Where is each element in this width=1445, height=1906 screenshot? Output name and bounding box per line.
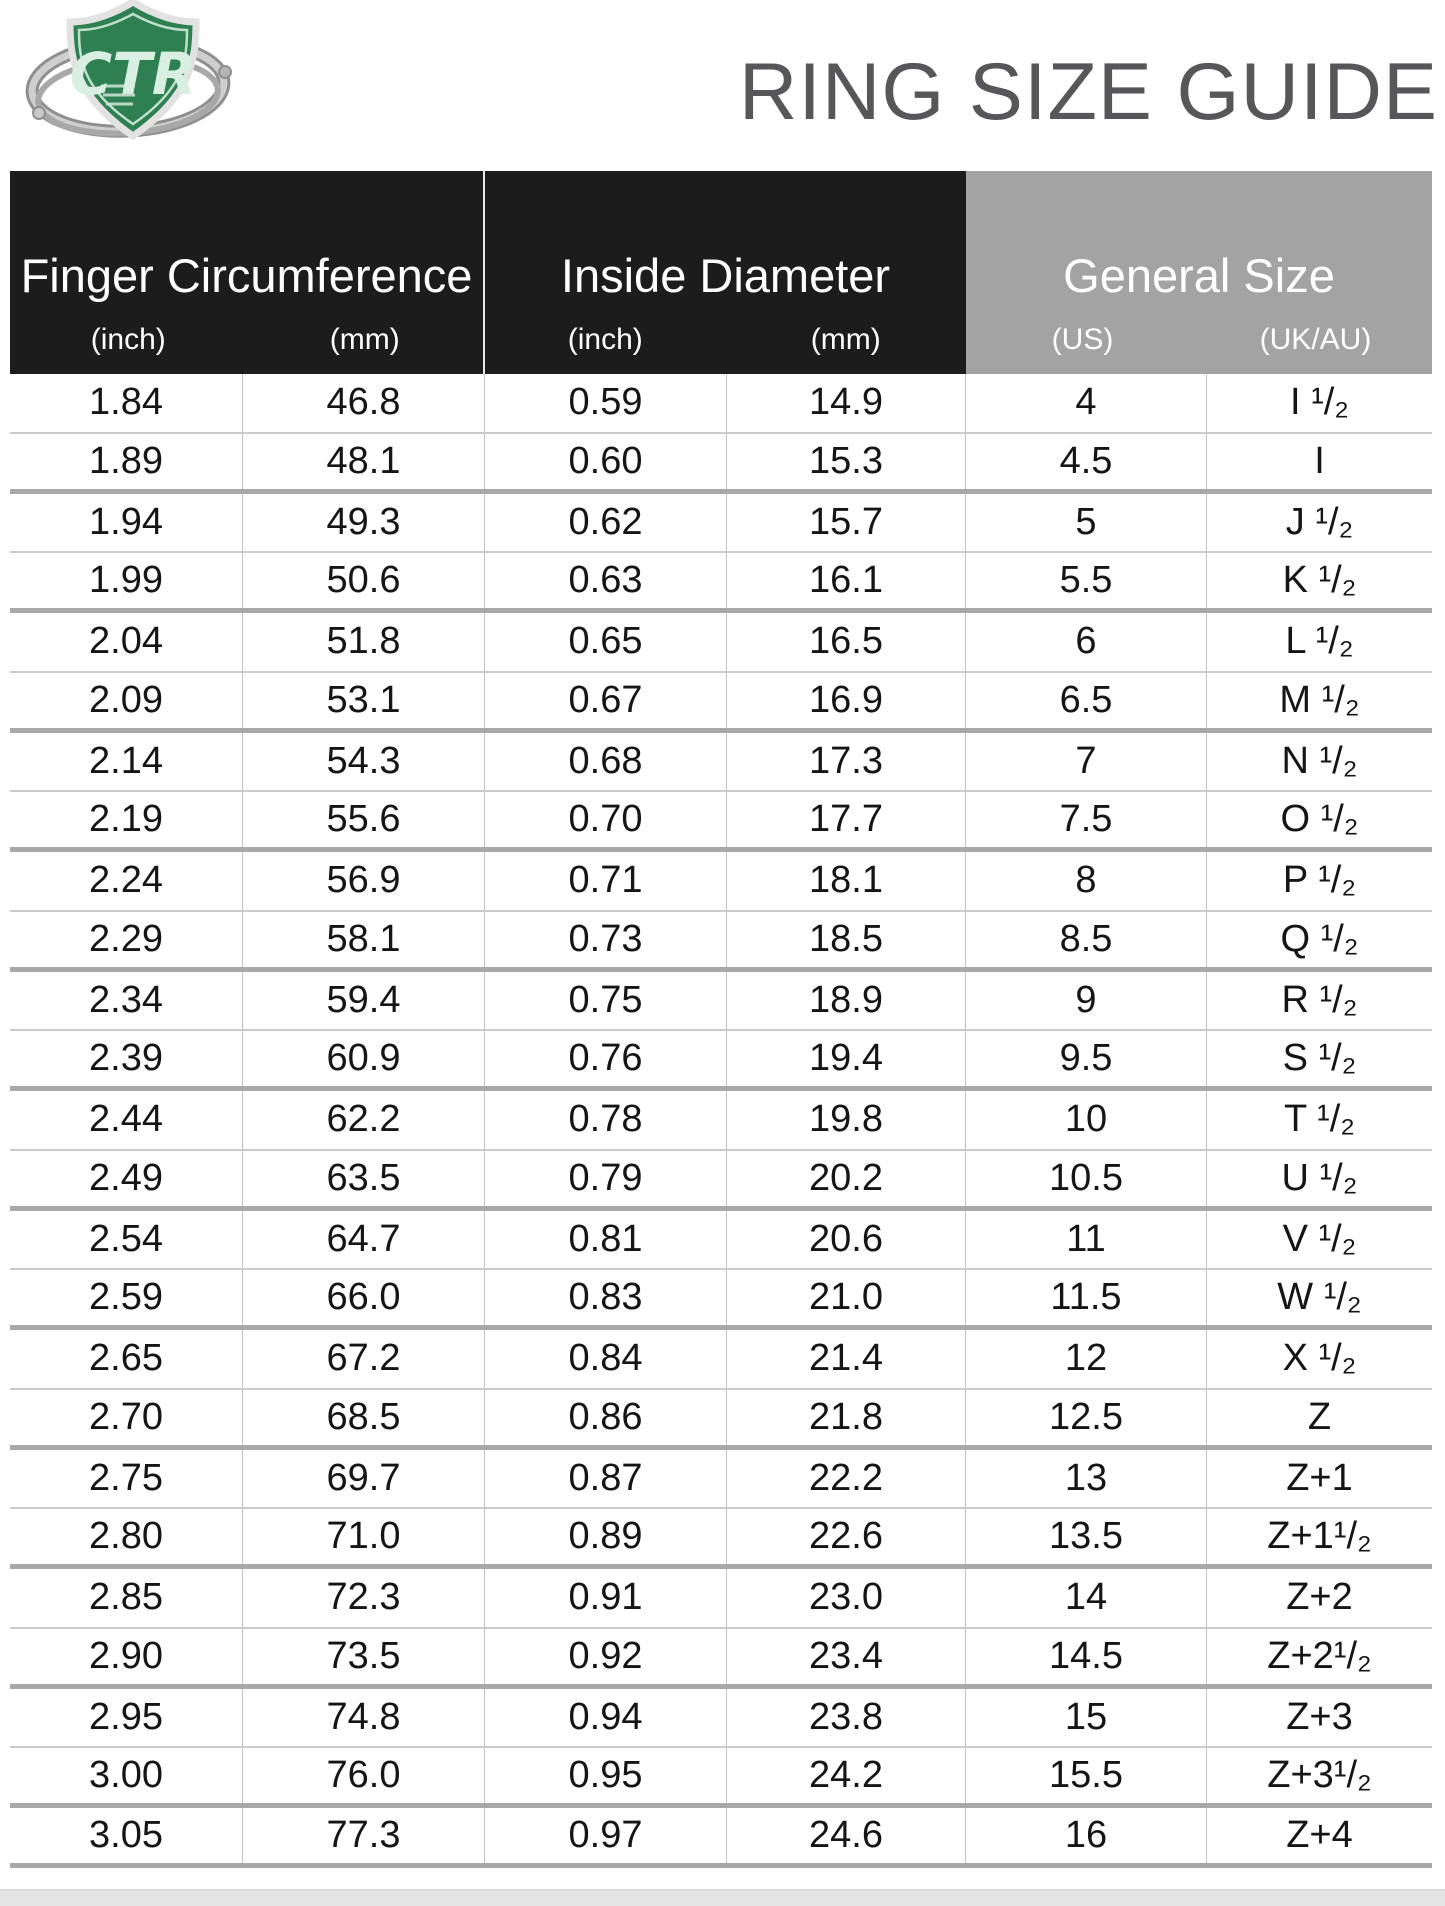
cell: 2.24 [10, 852, 243, 910]
band-end [33, 107, 45, 119]
cell: 14 [966, 1569, 1207, 1627]
cell: 58.1 [243, 912, 485, 967]
cell: 15.7 [727, 494, 966, 552]
cell: K ¹/₂ [1282, 559, 1357, 602]
cell: 5 [966, 494, 1207, 552]
cell: 2.59 [10, 1270, 243, 1325]
table-row [10, 852, 1432, 912]
table-row [10, 374, 1432, 434]
cell: 56.9 [243, 852, 485, 910]
table-row [10, 1629, 1432, 1689]
cell: 2.09 [10, 673, 243, 728]
cell: 62.2 [243, 1091, 485, 1149]
cell: 15.5 [966, 1748, 1207, 1803]
cell: 1.84 [10, 374, 243, 432]
table-row [10, 1748, 1432, 1808]
cell: 19.4 [727, 1031, 966, 1086]
cell: 71.0 [243, 1509, 485, 1564]
cell: P ¹/₂ [1282, 859, 1357, 902]
cell: 69.7 [243, 1450, 485, 1508]
cell: 16.5 [727, 613, 966, 671]
cell: 46.8 [243, 374, 485, 432]
cell: 16.9 [727, 673, 966, 728]
cell: 0.79 [485, 1151, 727, 1206]
cell: 7.5 [966, 792, 1207, 847]
header-label: Inside Diameter [560, 249, 891, 303]
cell: 0.75 [485, 972, 727, 1030]
cell: 54.3 [243, 733, 485, 791]
cell: 9 [966, 972, 1207, 1030]
unit-label: (inch) [567, 322, 643, 356]
cell: Z+2¹/₂ [1267, 1634, 1372, 1677]
cell: 2.95 [10, 1689, 243, 1747]
cell: N ¹/₂ [1281, 739, 1358, 782]
cell: 0.94 [485, 1689, 727, 1747]
cell: 22.2 [727, 1450, 966, 1508]
unit-label: (mm) [329, 322, 400, 356]
table-row [10, 972, 1432, 1032]
cell: I ¹/₂ [1289, 381, 1350, 424]
cell: Z+2 [1286, 1576, 1353, 1619]
table-row [10, 1390, 1432, 1450]
cell: 24.2 [727, 1748, 966, 1803]
table-row [10, 1151, 1432, 1211]
cell: Z+3¹/₂ [1267, 1754, 1372, 1797]
cell: 0.91 [485, 1569, 727, 1627]
cell: 12.5 [966, 1390, 1207, 1445]
cell: 23.0 [727, 1569, 966, 1627]
table-row [10, 792, 1432, 852]
cell: 15.3 [727, 434, 966, 489]
cell: 24.6 [727, 1808, 966, 1863]
table-body [10, 374, 1432, 1868]
cell: 18.9 [727, 972, 966, 1030]
cell: 60.9 [243, 1031, 485, 1086]
bottom-strip [0, 1889, 1445, 1906]
cell: 14.9 [727, 374, 966, 432]
table-row [10, 733, 1432, 793]
cell: S ¹/₂ [1282, 1037, 1357, 1080]
cell: R ¹/₂ [1281, 978, 1358, 1021]
cell: 18.1 [727, 852, 966, 910]
ctr-ring-logo [22, 0, 244, 142]
table-header [10, 171, 1432, 374]
cell: 20.2 [727, 1151, 966, 1206]
header-label: Finger Circumference [20, 249, 473, 303]
cell: 48.1 [243, 434, 485, 489]
cell: 1.99 [10, 553, 243, 608]
cell: 1.94 [10, 494, 243, 552]
cell: 77.3 [243, 1808, 485, 1863]
header-units-row [10, 306, 483, 374]
cell: 21.4 [727, 1330, 966, 1388]
cell: 11 [966, 1211, 1207, 1269]
cell: Z [1307, 1395, 1332, 1438]
unit-label: (inch) [90, 322, 166, 356]
cell: 3.00 [10, 1748, 243, 1803]
cell: 0.78 [485, 1091, 727, 1149]
cell: I [1314, 439, 1325, 482]
table-row [10, 1211, 1432, 1271]
cell: 20.6 [727, 1211, 966, 1269]
cell: 0.70 [485, 792, 727, 847]
cell: 2.44 [10, 1091, 243, 1149]
cell: 14.5 [966, 1629, 1207, 1684]
cell: 2.19 [10, 792, 243, 847]
cell: 0.71 [485, 852, 727, 910]
cell: 13.5 [966, 1509, 1207, 1564]
table-row [10, 1330, 1432, 1390]
table-row [10, 1270, 1432, 1330]
cell: 19.8 [727, 1091, 966, 1149]
cell: 0.92 [485, 1629, 727, 1684]
cell: 2.80 [10, 1509, 243, 1564]
cell: Q ¹/₂ [1280, 917, 1359, 960]
cell: 18.5 [727, 912, 966, 967]
cell: 2.14 [10, 733, 243, 791]
cell: 67.2 [243, 1330, 485, 1388]
cell: 0.65 [485, 613, 727, 671]
page-title: RING SIZE GUIDE [738, 47, 1438, 137]
table-row [10, 494, 1432, 554]
cell: 53.1 [243, 673, 485, 728]
cell: 73.5 [243, 1629, 485, 1684]
header-units-row [485, 306, 966, 374]
cell: 9.5 [966, 1031, 1207, 1086]
cell: 0.76 [485, 1031, 727, 1086]
cell: 55.6 [243, 792, 485, 847]
band-clasp [219, 66, 231, 78]
cell: 21.8 [727, 1390, 966, 1445]
cell: 5.5 [966, 553, 1207, 608]
cell: W ¹/₂ [1277, 1276, 1362, 1319]
cell: 0.73 [485, 912, 727, 967]
cell: 68.5 [243, 1390, 485, 1445]
header-group-finger-circumference [10, 171, 483, 374]
cell: 0.81 [485, 1211, 727, 1269]
cell: 0.97 [485, 1808, 727, 1863]
cell: 2.49 [10, 1151, 243, 1206]
header-label: General Size [1063, 249, 1335, 303]
cell: 2.65 [10, 1330, 243, 1388]
cell: 72.3 [243, 1569, 485, 1627]
table-row [10, 434, 1432, 494]
cell: 2.70 [10, 1390, 243, 1445]
table-row [10, 673, 1432, 733]
cell: 2.85 [10, 1569, 243, 1627]
cell: 2.34 [10, 972, 243, 1030]
unit-label: (UK/AU) [1259, 322, 1372, 356]
cell: O ¹/₂ [1280, 798, 1359, 841]
cell: 4.5 [966, 434, 1207, 489]
header-units-row [966, 306, 1432, 374]
cell: 4 [966, 374, 1207, 432]
cell: 50.6 [243, 553, 485, 608]
cell: 2.75 [10, 1450, 243, 1508]
cell: 12 [966, 1330, 1207, 1388]
cell: 10 [966, 1091, 1207, 1149]
cell: Z+1 [1286, 1456, 1353, 1499]
cell: M ¹/₂ [1279, 678, 1360, 721]
cell: 21.0 [727, 1270, 966, 1325]
cell: 3.05 [10, 1808, 243, 1863]
cell: 2.39 [10, 1031, 243, 1086]
cell: 2.90 [10, 1629, 243, 1684]
table-row [10, 1091, 1432, 1151]
table-row [10, 912, 1432, 972]
cell: 0.86 [485, 1390, 727, 1445]
cell: Z+4 [1286, 1813, 1353, 1856]
cell: 23.8 [727, 1689, 966, 1747]
table-row [10, 613, 1432, 673]
table-row [10, 1450, 1432, 1510]
cell: 51.8 [243, 613, 485, 671]
cell: 6 [966, 613, 1207, 671]
cell: 22.6 [727, 1509, 966, 1564]
cell: V ¹/₂ [1282, 1217, 1357, 1260]
cell: 49.3 [243, 494, 485, 552]
cell: 0.89 [485, 1509, 727, 1564]
cell: 0.87 [485, 1450, 727, 1508]
cell: 15 [966, 1689, 1207, 1747]
unit-label: (US) [1051, 322, 1114, 356]
cell: 76.0 [243, 1748, 485, 1803]
ctr-shield [70, 2, 197, 136]
cell: 0.67 [485, 673, 727, 728]
cell: 0.95 [485, 1748, 727, 1803]
cell: 16.1 [727, 553, 966, 608]
cell: 8 [966, 852, 1207, 910]
ring-size-table [10, 171, 1432, 1868]
cell: J ¹/₂ [1285, 500, 1354, 543]
cell: 0.60 [485, 434, 727, 489]
cell: 6.5 [966, 673, 1207, 728]
table-row [10, 1569, 1432, 1629]
table-row [10, 1808, 1432, 1868]
cell: X ¹/₂ [1282, 1337, 1357, 1380]
cell: 0.59 [485, 374, 727, 432]
unit-label: (mm) [810, 322, 881, 356]
cell: 13 [966, 1450, 1207, 1508]
cell: 2.54 [10, 1211, 243, 1269]
cell: 0.84 [485, 1330, 727, 1388]
table-row [10, 1509, 1432, 1569]
header-group-inside-diameter [485, 171, 966, 374]
cell: 63.5 [243, 1151, 485, 1206]
cell: 1.89 [10, 434, 243, 489]
cell: U ¹/₂ [1281, 1156, 1358, 1199]
table-row [10, 553, 1432, 613]
cell: 7 [966, 733, 1207, 791]
cell: 11.5 [966, 1270, 1207, 1325]
cell: 0.68 [485, 733, 727, 791]
table-row [10, 1689, 1432, 1749]
cell: 23.4 [727, 1629, 966, 1684]
header-group-general-size [966, 171, 1432, 374]
cell: 16 [966, 1808, 1207, 1863]
cell: 0.62 [485, 494, 727, 552]
cell: L ¹/₂ [1285, 620, 1354, 663]
cell: 74.8 [243, 1689, 485, 1747]
cell: T ¹/₂ [1283, 1098, 1356, 1141]
cell: Z+3 [1286, 1695, 1353, 1738]
cell: 8.5 [966, 912, 1207, 967]
table-row [10, 1031, 1432, 1091]
cell: 64.7 [243, 1211, 485, 1269]
cell: Z+1¹/₂ [1267, 1515, 1372, 1558]
cell: 2.29 [10, 912, 243, 967]
cell: 17.3 [727, 733, 966, 791]
cell: 10.5 [966, 1151, 1207, 1206]
cell: 2.04 [10, 613, 243, 671]
cell: 17.7 [727, 792, 966, 847]
cell: 59.4 [243, 972, 485, 1030]
cell: 0.63 [485, 553, 727, 608]
ctr-monogram: CTR [69, 40, 197, 108]
cell: 66.0 [243, 1270, 485, 1325]
cell: 0.83 [485, 1270, 727, 1325]
